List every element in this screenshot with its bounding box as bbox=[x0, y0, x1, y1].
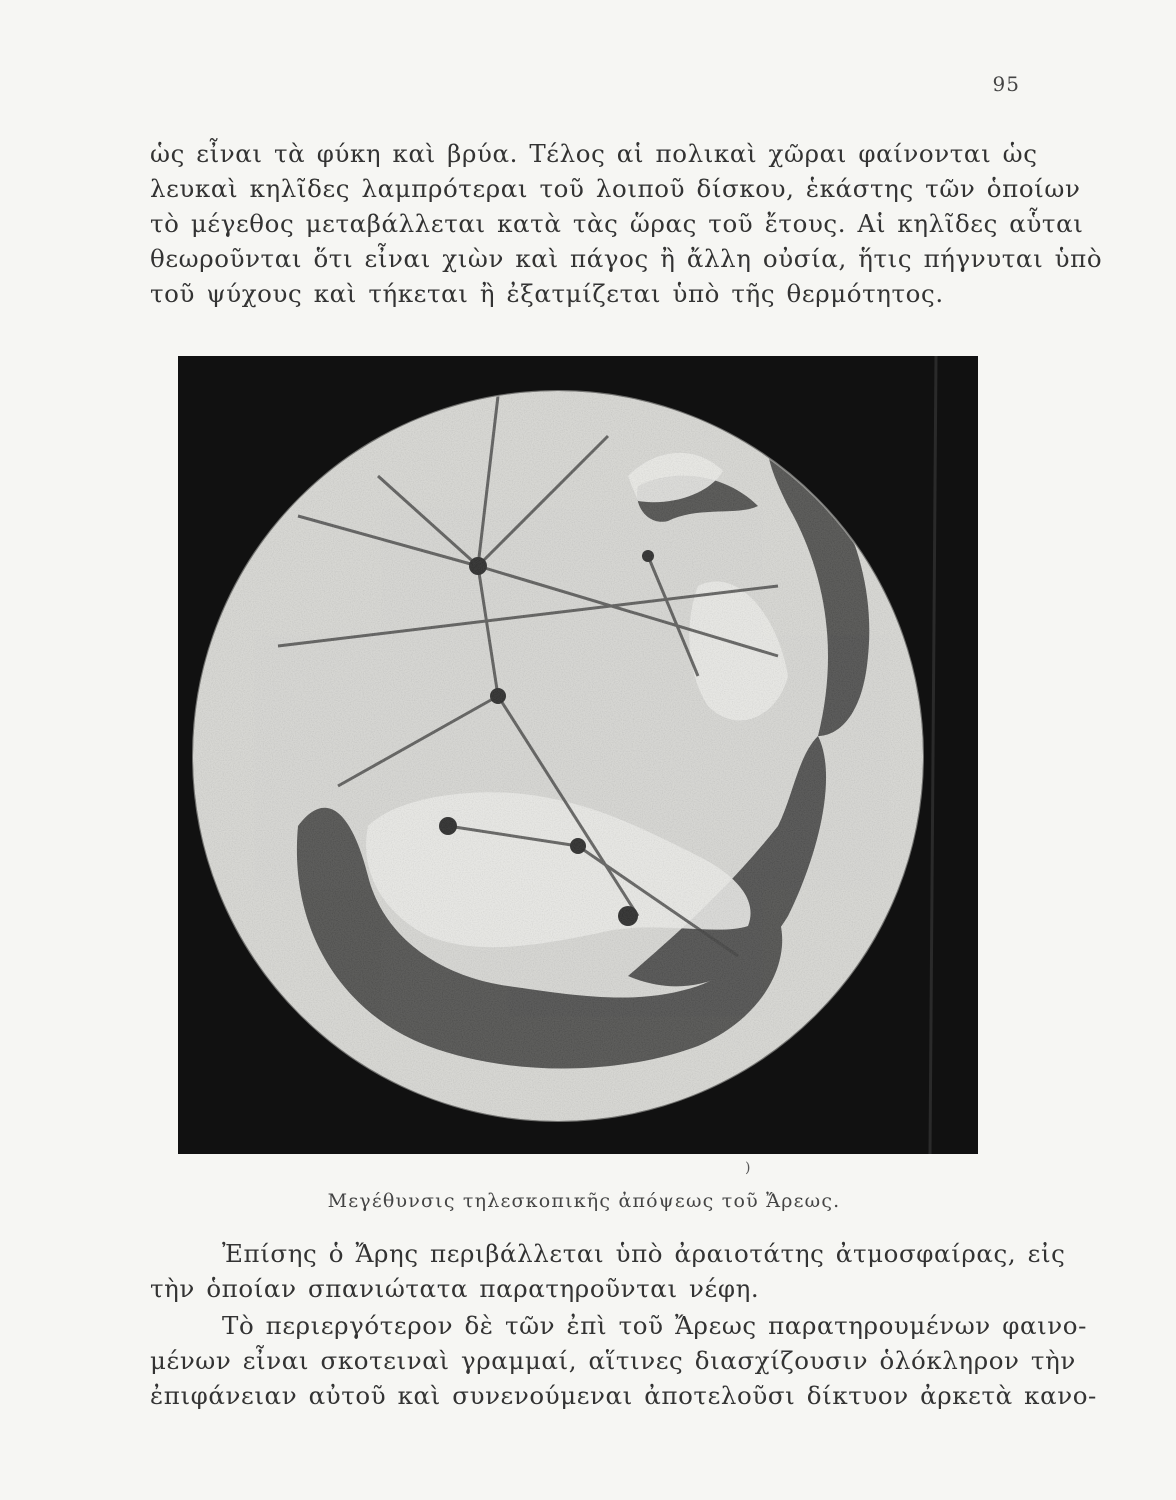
text-line: ὡς εἶναι τὰ φύκη καὶ βρύα. Τέλος αἱ πολικαὶ χῶραι φαίνονται ὡς bbox=[150, 139, 1038, 168]
text-line: ἐπιφάνειαν αὐτοῦ καὶ συνενούμεναι ἀποτελοῦσι δίκτυον ἀρκετὰ κανο- bbox=[150, 1381, 1097, 1410]
text-line: θεωροῦνται ὅτι εἶναι χιὼν καὶ πάγος ἢ ἄλλη οὐσία, ἥτις πήγνυται ὑπὸ bbox=[150, 244, 1103, 273]
text-line: Ἐπίσης ὁ Ἄρης περιβάλλεται ὑπὸ ἀραιοτάτης ἀτμοσφαίρας, εἰς bbox=[222, 1239, 1066, 1268]
text-line: τὸ μέγεθος μεταβάλλεται κατὰ τὰς ὥρας τοῦ ἔτους. Αἱ κηλῖδες αὗται bbox=[150, 209, 1084, 238]
mars-disc-illustration bbox=[178, 356, 978, 1154]
text-line: τὴν ὁποίαν σπανιώτατα παρατηροῦνται νέφη. bbox=[150, 1274, 760, 1303]
stray-mark: ) bbox=[745, 1160, 751, 1176]
top-paragraph bbox=[150, 136, 1103, 311]
text-line: τοῦ ψύχους καὶ τήκεται ἢ ἐξατμίζεται ὑπὸ τῆς θερμότητος. bbox=[150, 279, 944, 308]
text-line: Τὸ περιεργότερον δὲ τῶν ἐπὶ τοῦ Ἄρεως παρατηρουμένων φαινο- bbox=[222, 1311, 1088, 1340]
figure-caption: Μεγέθυνσις τηλεσκοπικῆς ἀπόψεως τοῦ Ἄρεως. bbox=[327, 1190, 841, 1212]
mars-telescopic-image bbox=[178, 356, 978, 1154]
text-line: μένων εἶναι σκοτειναὶ γραμμαί, αἵτινες διασχίζουσιν ὁλόκληρον τὴν bbox=[150, 1346, 1076, 1375]
page-number: 95 bbox=[992, 72, 1020, 96]
paragraph-3 bbox=[150, 1308, 1097, 1413]
paragraph-2 bbox=[150, 1236, 1066, 1306]
text-line: λευκαὶ κηλῖδες λαμπρότεραι τοῦ λοιποῦ δίσκου, ἑκάστης τῶν ὁποίων bbox=[150, 174, 1081, 203]
